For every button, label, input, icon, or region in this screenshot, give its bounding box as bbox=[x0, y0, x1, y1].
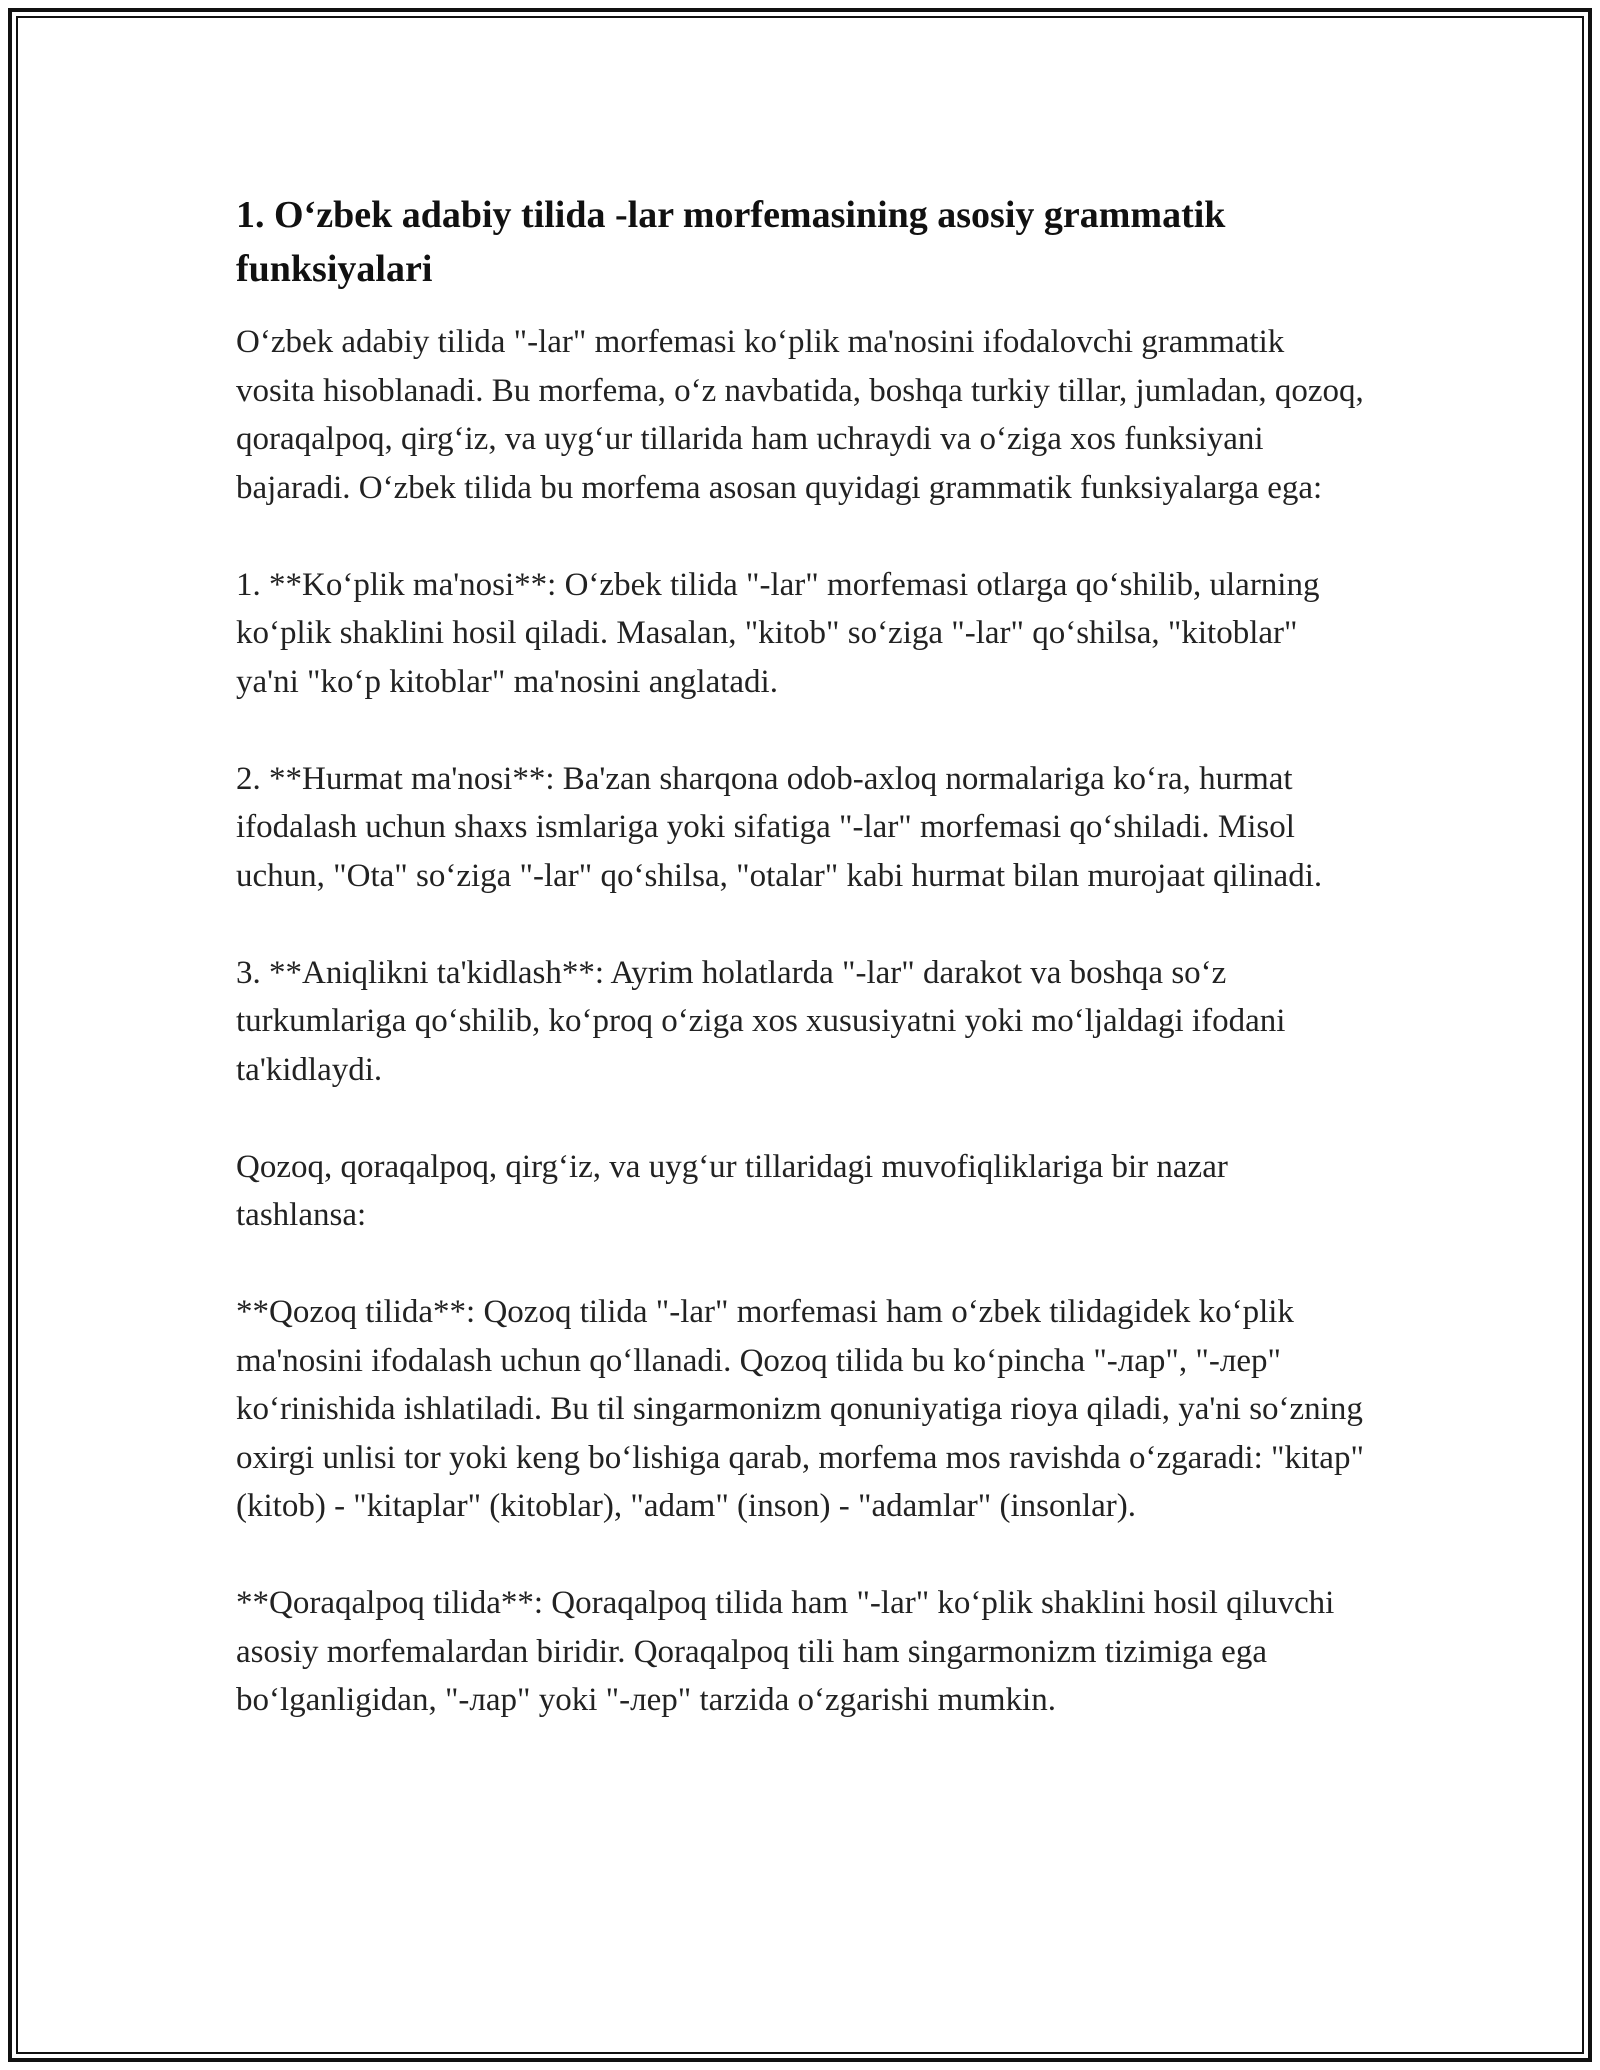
paragraph-kazakh: **Qozoq tilida**: Qozoq tilida "-lar" morfemasi ham oʻzbek tilidagidek koʻplik ma'nosini ifodalash uchun qoʻllanadi. Qozoq tilida bu koʻpincha "-лар", "-лер" koʻrinishida ishlatiladi. Bu til singarmonizm qonuniyatiga rioya qiladi, ya'ni soʻzning oxirgi unlisi tor yoki keng boʻlishiga qarab, morfema mos ravishda oʻzgaradi: "kitap" (kitob) - "kitaplar" (kitoblar), "adam" (inson) - "adamlar" (insonlar). bbox=[236, 1294, 1364, 1524]
paragraph-karakalpak: **Qoraqalpoq tilida**: Qoraqalpoq tilida ham "-lar" koʻplik shaklini hosil qiluvchi asosiy morfemalardan biridir. Qoraqalpoq tili ham singarmonizm tizimiga ega boʻlganligidan, "-лар" yoki "-лер" tarzida oʻzgarishi mumkin. bbox=[236, 1585, 1335, 1718]
document-body bbox=[236, 188, 1366, 1725]
paragraph-comparison-intro: Qozoq, qoraqalpoq, qirgʻiz, va uygʻur tillaridagi muvofiqliklariga bir nazar tashlansa: bbox=[236, 1148, 1228, 1233]
section-title: 1. Oʻzbek adabiy tilida -lar morfemasining asosiy grammatik funksiyalari bbox=[236, 194, 1226, 290]
paragraph-intro: Oʻzbek adabiy tilida "-lar" morfemasi koʻplik ma'nosini ifodalovchi grammatik vosita hisoblanadi. Bu morfema, oʻz navbatida, boshqa turkiy tillar, jumladan, qozoq, qoraqalpoq, qirgʻiz, va uygʻur tillarida ham uchraydi va oʻziga xos funksiyani bajaradi. Oʻzbek tilida bu morfema asosan quyidagi grammatik funksiyalarga ega: bbox=[236, 324, 1364, 506]
paragraph-respect-meaning: 2. **Hurmat ma'nosi**: Ba'zan sharqona odob-axloq normalariga koʻra, hurmat ifodalash uchun shaxs ismlariga yoki sifatiga "-lar" morfemasi qoʻshiladi. Misol uchun, "Ota" soʻziga "-lar" qoʻshilsa, "otalar" kabi hurmat bilan murojaat qilinadi. bbox=[236, 760, 1323, 894]
paragraph-emphasis: 3. **Aniqlikni ta'kidlash**: Ayrim holatlarda "-lar" darakot va boshqa soʻz turkumlariga qoʻshilib, koʻproq oʻziga xos xususiyatni yoki moʻljaldagi ifodani ta'kidlaydi. bbox=[236, 954, 1286, 1088]
paragraph-plural-meaning: 1. **Koʻplik ma'nosi**: Oʻzbek tilida "-lar" morfemasi otlarga qoʻshilib, ularning koʻplik shaklini hosil qiladi. Masalan, "kitob" soʻziga "-lar" qoʻshilsa, "kitoblar" ya'ni "koʻp kitoblar" ma'nosini anglatadi. bbox=[236, 566, 1320, 700]
